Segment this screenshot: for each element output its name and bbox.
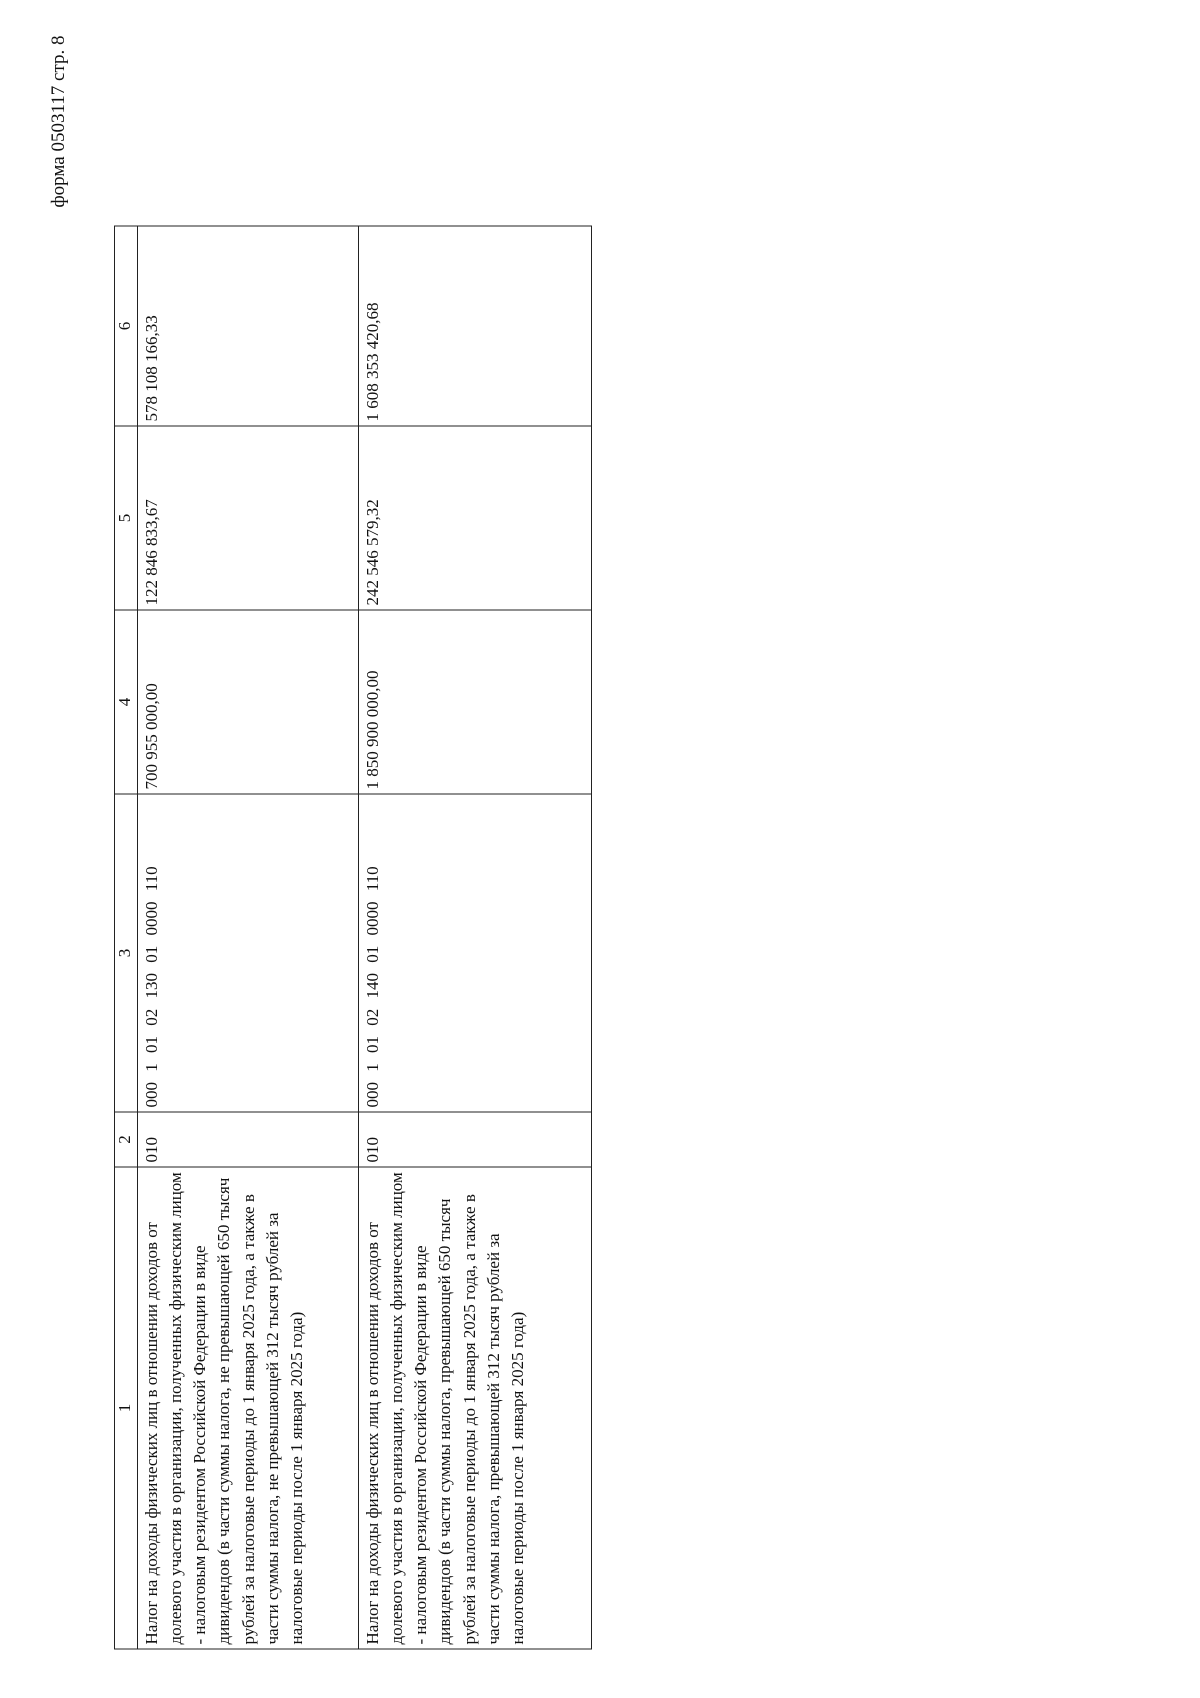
kbk-code-cell: 000 1 01 02 130 01 0000 110 [138, 794, 359, 1112]
table-row [138, 226, 359, 1649]
approved-amount-cell: 1 850 900 000,00 [359, 610, 592, 794]
rotated-form-sheet [0, 1, 1200, 1698]
kbk-code-cell: 000 1 01 02 140 01 0000 110 [359, 794, 592, 1112]
column-number-5: 5 [115, 426, 138, 610]
income-report-table [114, 226, 592, 1650]
executed-amount-cell: 122 846 833,67 [138, 426, 359, 610]
column-number-4: 4 [115, 610, 138, 794]
column-number-6: 6 [115, 226, 138, 426]
table-row [359, 226, 592, 1649]
approved-amount-cell: 700 955 000,00 [138, 610, 359, 794]
income-name: Налог на доходы физических лиц в отношении доходов от долевого участия в организации, полученных физическим лицом - налоговым резидентом Российской Федерации в виде дивидендов (в части суммы налога, не превышающей 650 тысяч рублей за налоговые периоды до 1 января 2025 года, а также в части суммы налога, не превышающей 312 тысяч рублей за налоговые периоды после 1 января 2025 года) [142, 1172, 306, 1645]
unexecuted-amount-cell: 1 608 353 420,68 [359, 226, 592, 426]
form-label: форма 0503117 стр. 8 [48, 35, 69, 208]
income-name-cell [138, 1167, 359, 1649]
column-number-2: 2 [115, 1112, 138, 1167]
column-number-1: 1 [115, 1167, 138, 1649]
line-code-cell: 010 [138, 1112, 359, 1167]
line-code-cell: 010 [359, 1112, 592, 1167]
income-name-cell [359, 1167, 592, 1649]
income-name: Налог на доходы физических лиц в отношении доходов от долевого участия в организации, полученных физическим лицом - налоговым резидентом Российской Федерации в виде дивидендов (в части суммы налога, превышающей 650 тысяч рублей за налоговые периоды до 1 января 2025 года, а также в части суммы налога, превышающей 312 тысяч рублей за налоговые периоды после 1 января 2025 года) [363, 1172, 527, 1645]
unexecuted-amount-cell: 578 108 166,33 [138, 226, 359, 426]
executed-amount-cell: 242 546 579,32 [359, 426, 592, 610]
column-number-row [115, 226, 138, 1649]
column-number-3: 3 [115, 794, 138, 1112]
